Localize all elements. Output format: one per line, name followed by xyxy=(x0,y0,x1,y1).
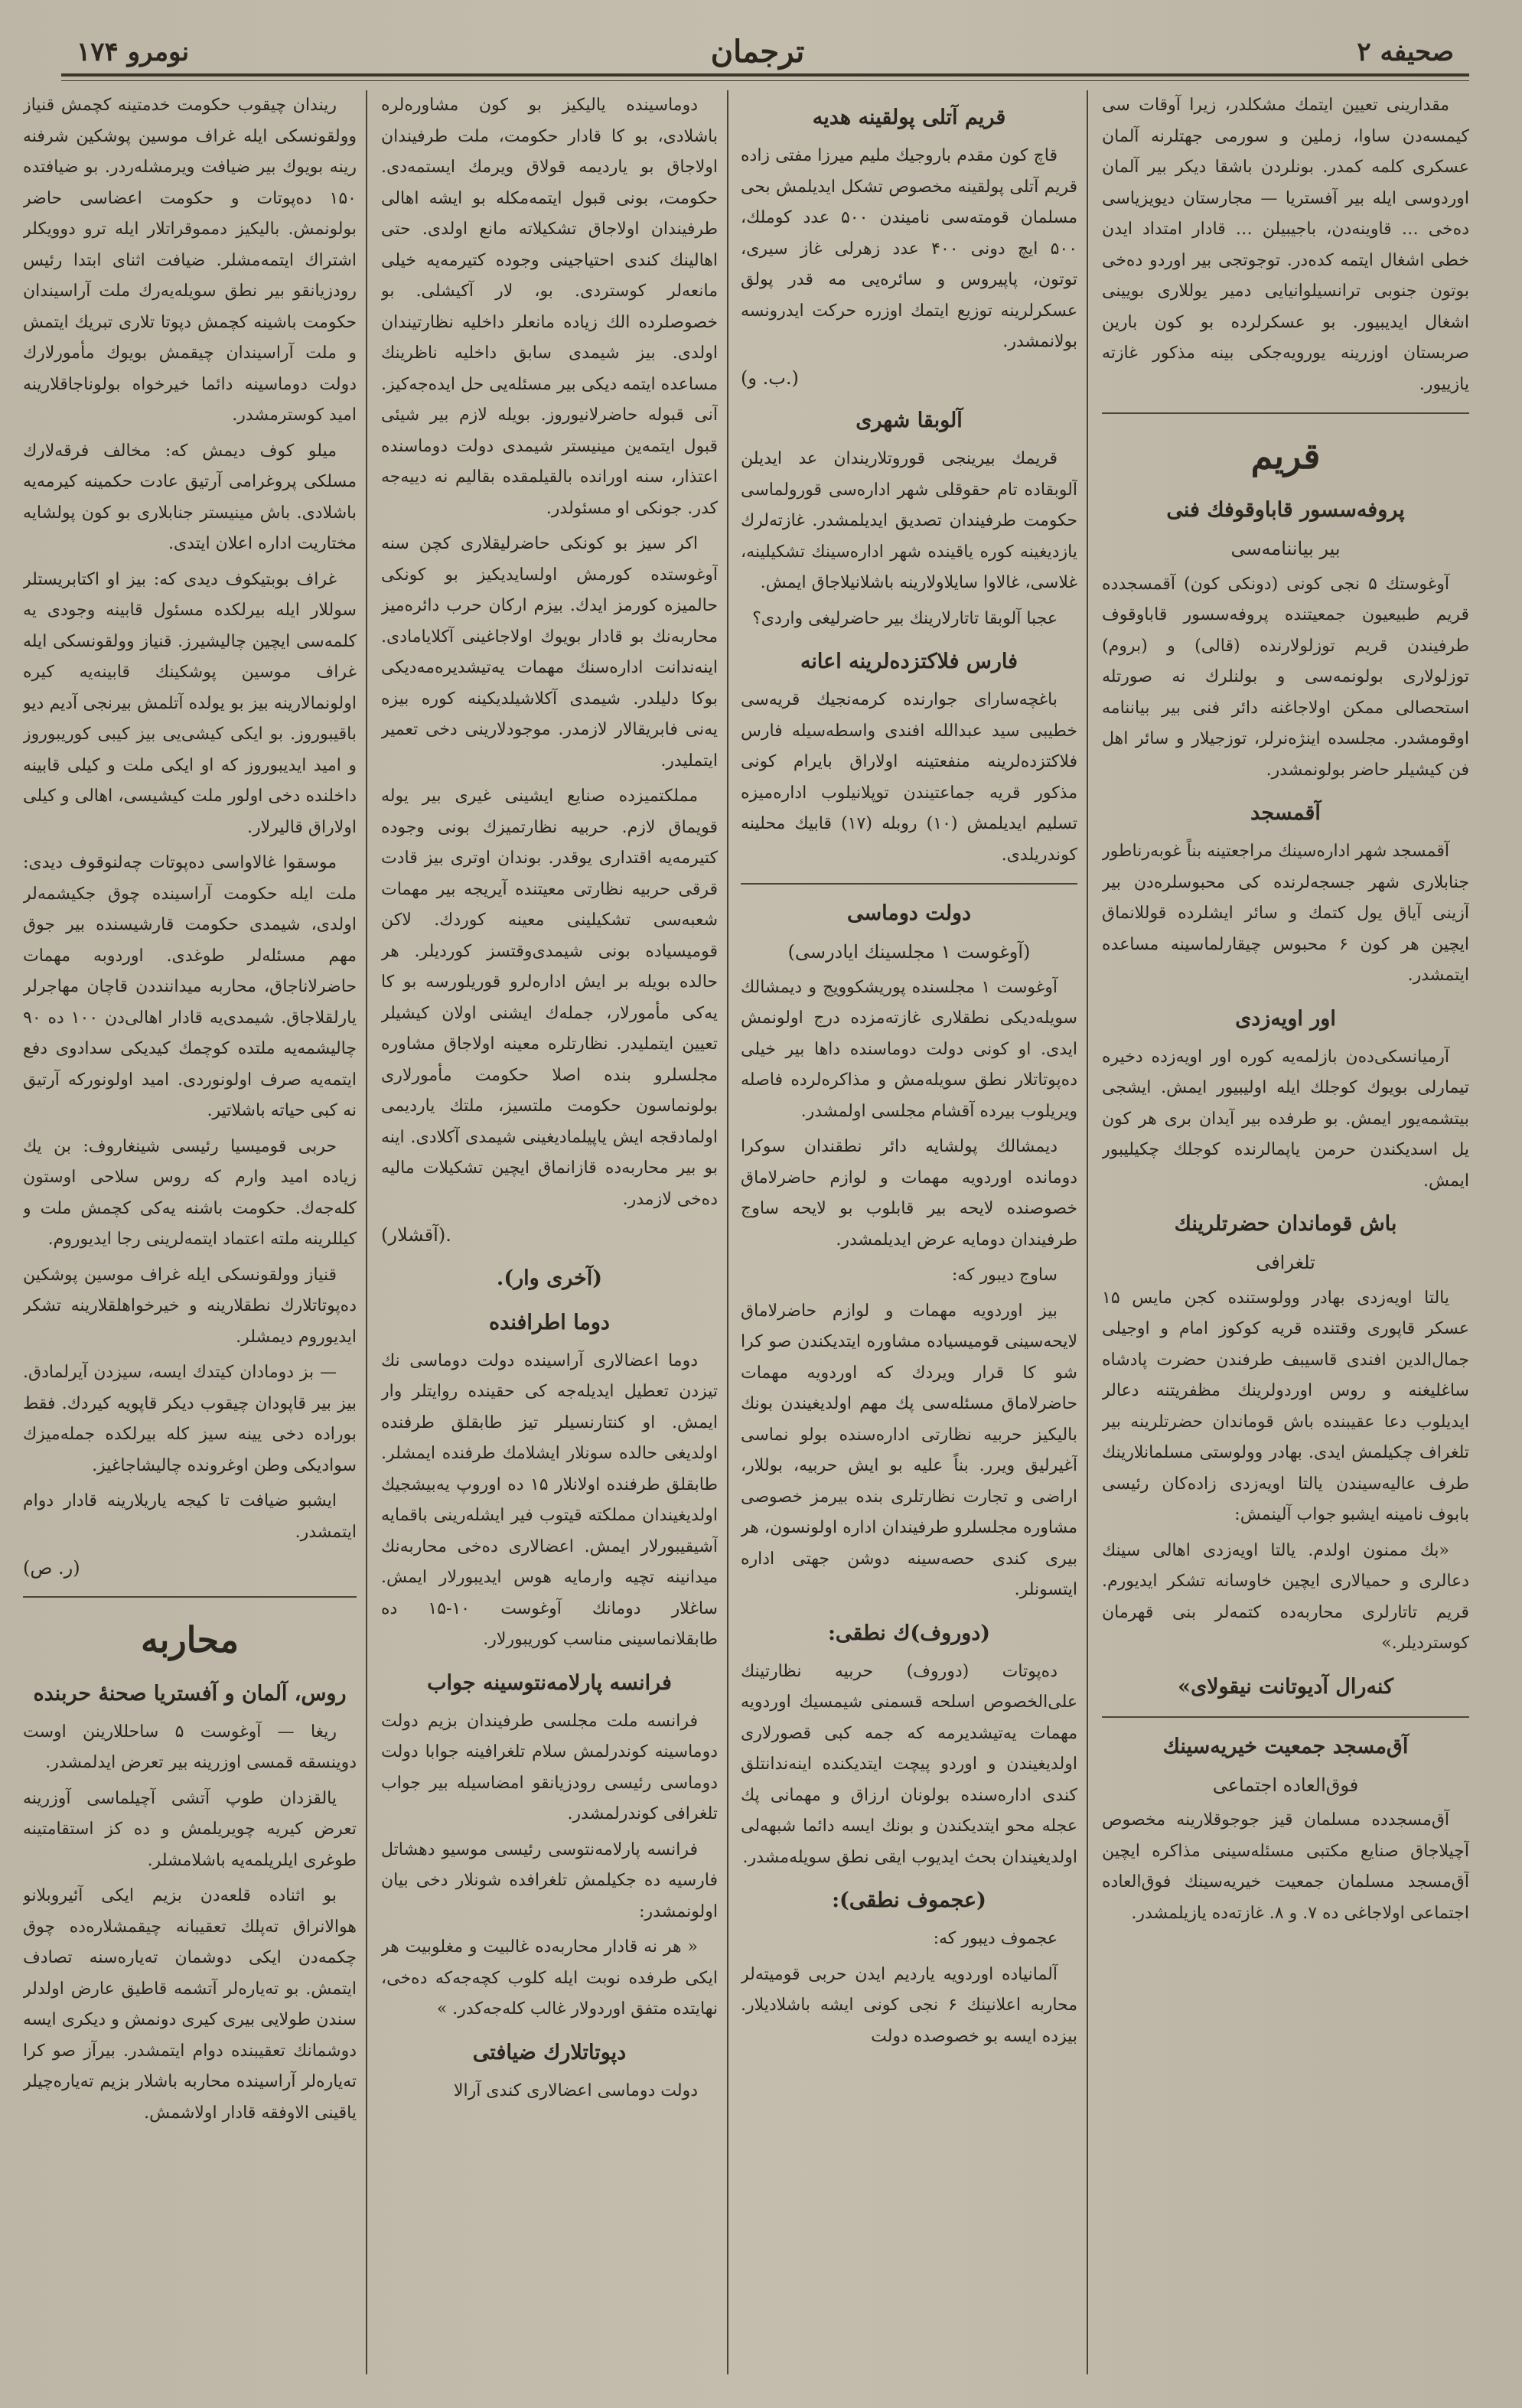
column-divider xyxy=(1087,90,1088,2374)
article-heading: (عجموف نطقی): xyxy=(832,1888,986,1912)
article-paragraph: ریغا — آوغوست ۵ ساحللارینن اوست دوینسقه قمسی اوزرینه بیر تعرض ایدلمشدر. xyxy=(23,1722,357,1772)
article-paragraph: حربی قومیسیا رئیسی شینغاروف: بن یك زیاده امید وارم كه روس سلاحی اوستون كله‌جه‌ك. حكومت باشنه یه‌كی كچمش ملت و كیللرینه ملته اعتماد ایتمه‌لرینی رجا ایدیوروم. xyxy=(23,1136,357,1249)
article-heading: پروفه‌سسور قاباوقوفك فنی xyxy=(1166,498,1405,522)
article-paragraph: « هر نه قادار محاربه‌ده غالبیت و مغلوبیت هر ایكی طرفده نوبت ایله كلوب كچه‌جه‌كه ده‌خی، نهایتده متفق اوردولار غالب كله‌جه‌كدر. » xyxy=(381,1937,718,2019)
article-paragraph: ده‌پوتات (دوروف) حربیه نظارتینك علی‌الخصوص اسلحه قسمنی شیمسیك اوردویه مهمات یه‌تیشدیرمه كه جمه كبی قصورلاری اولدیغیندن و اوردو پیچت ایتدیكنده اینه‌ندانتلق كندی اداره‌سنده بولونان ارزاق و مهمانی پك عجله محو ایتدیكندن و بونك ایسه دائما شبهه‌لی اولدیغیندان بحث ایدیوب ایقی نطق سویله‌مشدر. xyxy=(741,1661,1077,1867)
article-paragraph: عجموف دیبور كه: xyxy=(933,1929,1058,1948)
article-paragraph: دیمشالك پولشایه دائر نطقندان سوكرا دومانده اوردویه مهمات و لوازم حاضرلاماق خصوصنده لایحه بیر قابلوب بو لایحه ساوج طرفیندان دومایه عرض ایدیلمشدر. xyxy=(741,1137,1077,1250)
article-paragraph: اكر سیز بو كونكی حاضرلیقلاری كچن سنه آوغوستده كورمش اولسایدیكیز بو كونكی حالمیزه كورمز ایدك. بیزم اركان حرب دائره‌میز محاربه‌نك بو قادار بویوك اولاجاغینی آكلایامادی. اینه‌ندانت اداره‌سنك مهمات یه‌تیشدیره‌مه‌دیكی بوكا دلیلدر. شیمدی آكلاشیلدیكینه كوره بیزه یه‌نی فابریقالار لازمدر. موجودلارینی دخی تعمیر ایتملیدر. xyxy=(381,534,718,771)
issue-number: نومرو ۱۷۴ xyxy=(77,37,190,67)
section-divider xyxy=(741,883,1077,885)
article-subheading: (آوغوست ۱ مجلسینك ایادرسی) xyxy=(787,941,1031,963)
article-heading: باش قوماندان حضرتلرینك xyxy=(1174,1212,1397,1236)
article-subheading: بیر بیاننامه‌سی xyxy=(1230,538,1341,559)
article-paragraph: آوغوست ۱ مجلسنده پوریشكوویج و دیمشالك سویله‌دیكی نطقلاری غازته‌مزده درج اولونمش ایدی. او كونی دولت دوماسنده داها بیر خیلی ده‌پوتاتلار نطق سویله‌مش و مذاكره‌لرده فاصله ویریلوب بیرده آقشام مجلسی اولمشدر. xyxy=(741,977,1077,1121)
article-paragraph: ایشبو ضیافت تا كیجه یاریلارینه قادار دوام ایتمشدر. xyxy=(23,1491,357,1542)
article-paragraph: یالقزدان طوپ آتشی آچیلماسی آوزرینه تعرض كیریه چویریلمش و ده كز استقامتینه طوغری ایلریلمه‌یه باشلامشلر. xyxy=(23,1788,357,1870)
article-signature: (آقشلار). xyxy=(381,1224,451,1246)
page-number: صحیفه ۲ xyxy=(1357,37,1454,67)
article-paragraph: قریمك بیرینجی قوروتلاریندان عد ایدیلن آلوبقاده تام حقوقلی شهر اداره‌سی قورولماسی حكومت طرفیندان تصدیق ایدیلمشدر. غازته‌لرك یازدیغینه كوره یاقینده شهر اداره‌سینك تشكیلینه، غلاسی، غالاوا سایلاولارینه باشلانیلاجاق ایمش. xyxy=(741,449,1077,592)
article-heading: اور اویه‌زدی xyxy=(1235,1006,1336,1031)
article-subheading: فوق‌العاده اجتماعی xyxy=(1212,1774,1359,1796)
section-heading: قریم xyxy=(1250,435,1321,477)
column-divider xyxy=(366,90,367,2374)
newspaper-title: ترجمان xyxy=(710,34,805,70)
page-header xyxy=(31,23,1485,77)
article-paragraph: بیز اوردویه مهمات و لوازم حاضرلاماق لایحه‌سینی قومیسیاده مشاوره ایتدیكندن صو كرا شو كا قرار ویردك كه اوردویه مهمات حاضرلاماق مسئله‌سی پك مهم اولدیغیندن بونك بالیكیز حربیه نظارتی اداره‌سنده بولو نماسی آغیرلیق ویرر. بناً علیه بو ایش حربیه، بوللار، اراضی و تجارت نظارتلری بنده بیرمز خصوصی مشاوره مجلسلرو طرفیندان اداره اولونسون، هر بیری كندی حصه‌سینه دوشن جهتی اداره ایتسونلر. xyxy=(741,1301,1077,1599)
article-paragraph: موسقوا غالاواسی ده‌پوتات چه‌لنوقوف دیدی: ملت ایله حكومت آراسینده چوق جكیشمه‌لر اولدی، شیمدی حكومت قارشیسنده بیر جوق مهم مسئله‌لر طوغدی. اوردوبه مهمات حاضرلاناجاق، محاربه میداننددن قاچان مهاجرلر یارلقلاجاق. شیمدی‌یه قادار اهالی‌دن ۱۰۰ ده ۹۰ چالیشمه‌یه ملتده كوچمك كیدیكی سدادوی دفع ایتمه‌یه صرف اولونوردی. امید اولونوركه آرتیق نه كبی حیاته باشلاتیر. xyxy=(23,853,357,1120)
article-heading: فرانسه پارلامه‌نتوسینه جواب xyxy=(427,1670,672,1695)
article-signature: كنه‌رال آدیوتانت نیقولای» xyxy=(1178,1674,1393,1699)
article-paragraph: مقدارینی تعیین ایتمك مشكلدر، زیرا آوقات سی كیمسه‌دن ساوا، زملین و سورمی جهتلرنه آلمان عسكری كلمه كمدر. بونلردن باشقا دیكر بیر آلمان اوردوسی ایله بیر آفستریا — مجارستان دیویزیاسی ده‌خی … قاوینه‌دن، باجیبیلن … قادار امتداد ایدن خطی اشغال ایتمه كده‌در. توجوتجی بیر اوردو ده‌خی بوتون جنوبی ترانسیلوانیایی دمیر یوللاری بویینی اشغال ایدیبیور. بو عسكرلرده بو كون بارین صربستان اوزرینه یورویه‌جكی بینه مذكور غازته یازییور. xyxy=(1102,96,1469,394)
article-heading: آلوبقا شهری xyxy=(856,409,963,432)
header-rule xyxy=(61,73,1469,77)
article-signature: (ب. و.) xyxy=(741,367,799,389)
article-paragraph: آوغوستك ۵ نجی كونی (دونكی كون) آقمسجدده قریم طبیعیون جمعیتنده پروفه‌سسور قاباوقوف طرفیندن قریم توزلولارنده (قالی) و (بروم) توزلولاری بولونمه‌سی و بولنلرك نه صورتله استحصالی ممكن اولاجاغنه دائر فنی بیر بیاننامه اوقومشدر. مجلسده اینژه‌نرلر، توزجیلار و سائر اهل فن كیشیلر حاضر بولونمشدر. xyxy=(1102,574,1469,780)
article-paragraph: دولت دوماسی اعضالاری كندی آرالا xyxy=(453,2081,698,2100)
article-paragraph: فرانسه ملت مجلسی طرفیندان بزیم دولت دوماسینه كوندرلمش سلام تلغرافینه جوابا دولت دوماسی رئیسی رودزیانقو امضاسیله بیر جواب تلغرافی كوندرلمشدر. xyxy=(381,1711,718,1823)
article-heading: آقمسجد xyxy=(1250,801,1321,825)
article-paragraph: ریندان چیقوب حكومت خدمتینه كچمش قنیاز وولقونسكی ایله غراف موسین پوشكین شرفنه رینه بویوك بیر ضیافت ویرمشله‌ردر. بو ضیافتده ۱۵۰ ده‌پوتات و حكومت اعضاسی حاضر بولونمش. بالیكیز دمموقراتلار ایله ترو دوویكلر اشتراك ایتمه‌مشلر. ضیافت اثنای ابتدا رئیس رودزیانقو بیر نطق سویله‌یه‌رك ملت آراسیندان حكومت باشینه كچمش دپوتا تلاری تبریك ایتمش و ملت آراسیندان چیقمش بویوك مأمورلارك دولت دوماسینه دائما خیرخواه بولوناجاقلارینه امید كوسترمشدر. xyxy=(23,96,357,425)
article-heading: فارس فلاكتزده‌لرینه اعانه xyxy=(800,650,1018,673)
column-4 xyxy=(23,90,357,2378)
article-paragraph: بو اثناده قلعه‌دن بزیم ایكی آئیروبلانو هوالانراق ته‌پلك تعقیبانه چیقمشلاره‌ده چوق چكمه‌دن ایكی دوشمان ته‌یاره‌سنه تصادف ایتمش. بو ته‌یاره‌لر آتشمه قاطیق عارض اولدلر سندن طولایی بیری كیری دونمش و دیكری ایسه دوشمانك تعقیبنده دوام ایتمشدر. بیرآز صو كرا ته‌یاره‌لر آراسینده محاربه باشلار بزیم ته‌یاره‌چیلر یاقینی الاوفقه قادار اولاشمش. xyxy=(23,1886,357,2123)
article-heading: دپوتاتلارك ضیافتی xyxy=(472,2040,627,2064)
article-paragraph: آقمسجد شهر اداره‌سینك مراجعتینه بناً غوبه‌رناطور جنابلاری شهر جسجه‌لرنده كی محبوسلره‌دن بیر آزینی آیاق یول كتمك و سائر ایشلرده قوللانماق ایچین هر كون ۶ محبوس چیقارلماسینه مساعده ایتمشدر. xyxy=(1102,842,1469,985)
article-paragraph: مملكتمیزده صنایع ایشینی غیری بیر یوله قویماق لازم. حربیه نظارتمیزك بونی وجوده كتیرمه‌یه اقتداری یوقدر. بوندان اوتری بیز قادت قرقی حربیه نظارتی معیتنده آیریجه بیر مهمات شعبه‌سی تشكیلینی معینه كوردك. لاكن قومیسیاده بونی شیمدی‌وقتسز كوردیلر. هر حالده بویله بر ایش اداره‌لرو قوریلورسه بو كا یه‌كی مأمورلار، جمله‌ك ایشنی اولان كیشیلر تعیین ایتملیدر. نظارتلره معینه اولاجاق مشاوره مجلسلرو بنده اصلا حكومت مأمورلاری بولونماسون حكومت ملتسیز، ملتك یاردیمی اولمادقجه ایش یاپیلمادیغینی شیمدی آكلادی. اینه بو بیر محاربه‌ده قازانماق ایچین تشكیلات مالیه ده‌خی لازمدر. xyxy=(381,787,718,1209)
article-paragraph: آلمانیاده اوردویه یاردیم ایدن حربی قومیته‌لر محاربه اعلانینك ۶ نجی كونی ایشه باشلادیلار. بیزده ایسه بو خصوصده دولت xyxy=(741,1964,1077,2046)
article-paragraph: «بك ممنون اولدم. یالتا اویه‌زدی اهالی سینك دعالری و حمیالاری ایچین خاوسانه تشكر ایدیورم. قریم تاتارلری محاربه‌ده كتمه‌لر بنی قهرمان كوستردیلر.» xyxy=(1102,1540,1469,1653)
article-heading: قریم آتلی پولقینه هدیه xyxy=(812,106,1006,129)
section-heading: محاربه xyxy=(140,1618,240,1660)
article-paragraph: دوما اعضالاری آراسینده دولت دوماسی نك تیزدن تعطیل ایدیله‌جه كی حقینده روایتلر وار ایمش. او كنتارنسیلر تیز طابقلق طرفنده اولدیغی حالده سونلار ایشلامك طرفنده ایمشلر. طابقلق طرفنده اولانلار ۱۵ ده اوروپ یه‌بیشجیك اولدیغیندان مملكته قیتوب فیر ایشله‌رینی باقمایه آشیقیبورلار ایمش. اعضالاری ده‌خی محاربه‌نك میدانینه تچیه وارمایه هوس ایدیبورلار ایمش. ساغلار دومانك آوغوست ۱۰-۱۵ ده طابقلانماسینی مناسب كوریبورلار. xyxy=(381,1351,718,1649)
article-paragraph: دوماسینده یالیكیز بو كون مشاوره‌لره باشلادی، بو كا قادار حكومت، ملت طرفیندان اولاجاق بو یاردیمه قولاق ویرمك ایستمه‌دی. حكومت، بونی قبول ایتمه‌مكله بو ایشه اهالی طرفیندان اولاجاق تشكیلاته مانع اولدی. حتی اهالینك كندی احتیاجینی وجوده كتیرمه‌یه خیلی مانعه‌لر كوستردی. بو، لار آكیشلی. بو خصوصلرده الك زیاده مانعلر داخلیه نظارتیندان اولدی. بیز شیمدی سابق داخلیه ناظرینك مساعده ایتمه دیكی بیر مسئله‌یی حل ایده‌جه‌كیز. آنی قبوله حاضرلانیوروز. بویله لازم بیر شیئی قبول ایتمه‌ین مینیستر شیمدی دولت دوماسنده اعتذار، سنه اورانده بالقیلمقده بقالیم نه دییه‌جه كدر. جونكی او مسئولدر. xyxy=(381,96,718,518)
article-paragraph: غراف بوبتیكوف دیدی كه: بیز او اكتابریستلر سوللار ایله بیرلكده مسئول قابینه وجودی یه كلمه‌سی ایچین چالیشیرز. قنیاز وولقونسكی ایله غراف موسین پوشكینك قابینه‌یه كیره اولونمالارینه بیز بو یولده آتلمش بیرنجی آدیم دیو باقیبوروز. بو ایكی كیشی‌یی بیز كیبی كوریبوروز و امید ایدیبوروز كه او ایكی ملت و كیلی قابینه داخلنده دخی اولور ملت كیشیسی، اهالی و كیلی اولاراق قالیرلار. xyxy=(23,569,357,837)
article-heading: دوما اطرافنده xyxy=(489,1310,610,1334)
header-rule-thin xyxy=(61,80,1469,81)
article-paragraph: فرانسه پارلامه‌نتوسی رئیسی موسیو دهشاتل فارسیه ده جكیلمش تلغرافده شونلار دخی بیان اولونمشدر: xyxy=(381,1839,718,1921)
article-paragraph: یالتا اویه‌زدی بهادر وولوستنده كجن مایس ۱۵ عسكر قاپوری وقتنده قریه كوكوز امام و اوجیلی جمال‌الدین افندی قاسیبف طرفندن حضرت پادشاه ساغلیغنه و روس اوردولرینك مظفریتنه دعالر ایدیلوب دعا عقیبنده باش قوماندان حضرتلرینه بیر تلغراف چكیلمش ایدی. بهادر وولوستی مسلمانلارینك طرف عالیه‌سیندن یالتا اویه‌زدی زاده‌كان رئیسی بابوف نامینه ایشبو جواب آلینمش: xyxy=(1102,1288,1469,1524)
article-heading: آق‌مسجد جمعیت خیریه‌سینك xyxy=(1162,1734,1409,1758)
section-divider xyxy=(23,1596,357,1598)
column-2 xyxy=(741,90,1077,2378)
article-heading: (دوروف)‌ك نطقی: xyxy=(827,1621,991,1645)
article-heading: روس، آلمان و آفستریا صحنۀ حربنده xyxy=(33,1681,347,1706)
column-3 xyxy=(381,90,718,2378)
article-paragraph: ساوج دیبور كه: xyxy=(951,1266,1058,1285)
continued-note: (آخری وار). xyxy=(496,1266,603,1290)
article-paragraph: عجبا آلوبقا تاتارلارینك بیر حاضرلیغی واردی؟ xyxy=(752,608,1058,628)
column-1 xyxy=(1102,90,1469,2378)
section-divider xyxy=(1102,412,1469,414)
article-paragraph: قنیاز وولقونسكی ایله غراف موسین پوشكین ده‌پوتاتلارك نطقلارینه و خیرخواهلقلارینه تشكر ایدیوروم دیمشلر. xyxy=(23,1265,357,1347)
article-heading: دولت دوماسی xyxy=(846,901,972,925)
article-subheading: تلغرافی xyxy=(1256,1252,1315,1273)
article-paragraph: آرمیانسكی‌ده‌ن بازلمه‌یه كوره اور اویه‌زده دخیره تیمارلی بویوك كوجلك ایله اولیبیور ایمش. ایشجی بیتشمه‌یور ایمش. بو طرفده بیر آیدان بری هر كون یل اسدیكندن حرمن یاپمالرنده كوجلك چكیلیبور ایمش. xyxy=(1102,1047,1469,1191)
article-paragraph: باغچه‌سارای جوارنده كرمه‌نجیك قریه‌سی خطیبی سید عبدالله افندی واسطه‌سیله فارس فلاكتزده‌لرینه منفعتینه اولاراق بایرام كونی مذكور قریه جماعتیندن توپلانیلوب اداره‌میزه تسلیم ایدیلمش (۱۰) روبله (۱۷) قابیك محلینه كوندریلدی. xyxy=(741,690,1077,865)
article-paragraph: قاچ كون مقدم باروجیك ملیم میرزا مفتی زاده قریم آتلی پولقینه مخصوص تشكل ایدیلمش بحی مسلمان قومته‌سی نامیندن ۵۰۰ عدد كوملك، ۵۰۰ ایچ دونی ۴۰۰ عدد زهرلی غاز سیری، توتون، پاپیروس و سائره‌یی مه قدر پولق عسكرلرینه توزیع ایتمك اوزره حركت ایدرونسه بولانمشدر. xyxy=(741,146,1077,351)
article-paragraph: آق‌مسجدده مسلمان قیز جوجوقلارینه مخصوص آچیلاجاق صنایع مكتبی مسئله‌سینی مذاكره ایچین آق‌مسجد مسلمان جمعیت خیریه‌سینك فوق‌العاده اجتماعی اولاجاغی ده ۷. و ۸. غازته‌ده یازیلمشدر. xyxy=(1102,1810,1469,1923)
article-paragraph: — بز دومادان كیتدك ایسه، سیزدن آیرلمادق. بیز بیر قاپودان چیقوب دیكر قاپویه كیردك. فقط بوراده دخی یینه سیز كله بیرلكده جمله‌میزك سوادیكی وطن اوغرونده چالیشاجاغیز. xyxy=(23,1363,357,1475)
column-divider xyxy=(727,90,728,2374)
article-paragraph: میلو كوف دیمش كه: مخالف فرقه‌لارك مسلكی پروغرامی آرتیق عادت حكمینه كیرمه‌یه باشلادی. باش مینیستر جنابلاری بو كون پولشایه مختاریت اداره اعلان ایتدی. xyxy=(23,441,357,553)
article-signature: (ر. ص) xyxy=(23,1557,80,1579)
section-divider xyxy=(1102,1716,1469,1718)
